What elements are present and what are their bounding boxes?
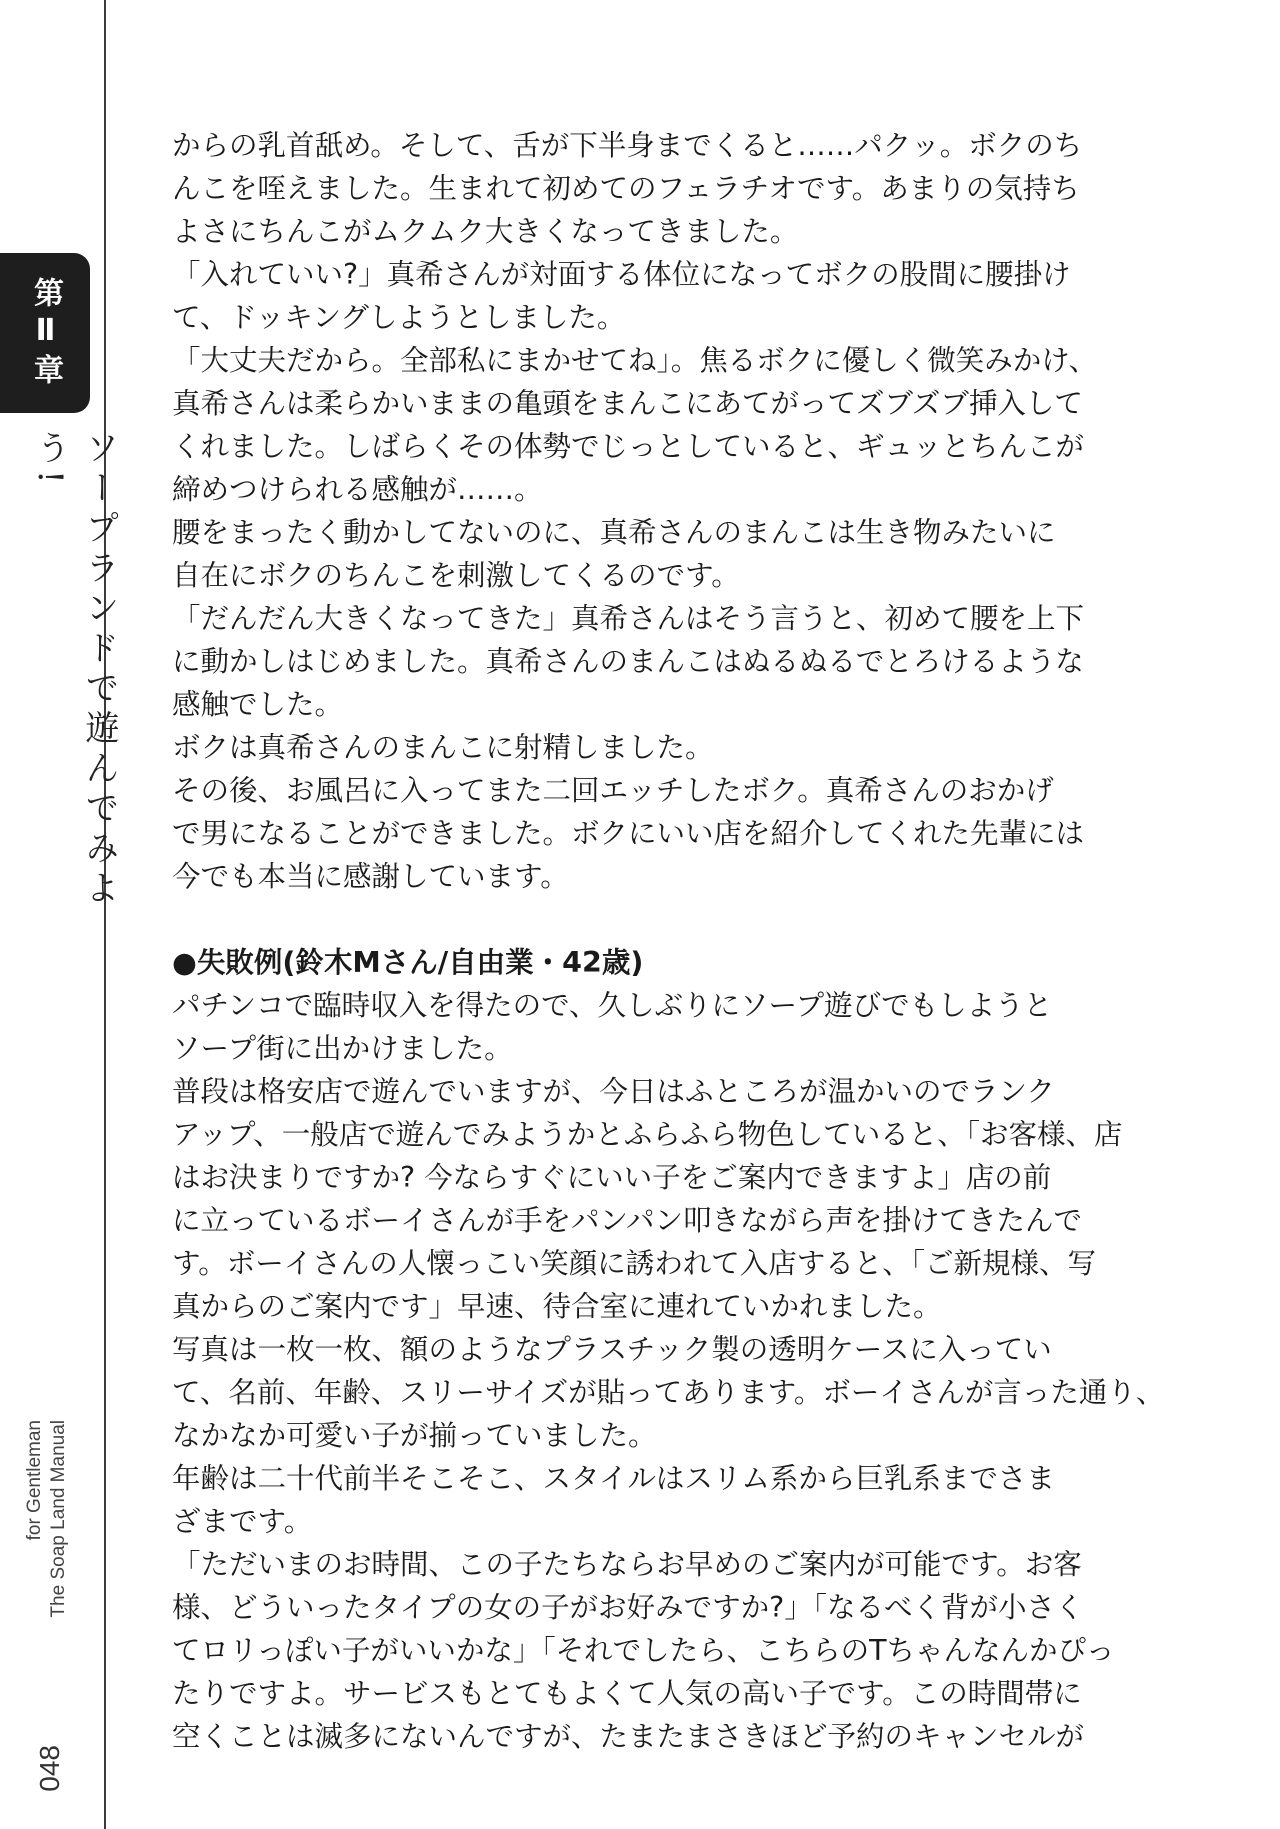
body-text xyxy=(172,124,1204,1758)
text-line: 今でも本当に感謝しています。 xyxy=(172,860,569,893)
text-line: に立っているボーイさんが手をパンパン叩きながら声を掛けてきたんで xyxy=(172,1204,1083,1237)
text-line: て、ドッキングしようとしました。 xyxy=(172,301,626,334)
book-title-line2: for Gentleman xyxy=(24,1420,45,1541)
text-line: その後、お風呂に入ってまた二回エッチしたボク。真希さんのおかげ xyxy=(172,774,1054,807)
section-heading: ●失敗例(鈴木Mさん/自由業・42歳) xyxy=(172,946,644,979)
text-line: てロリっぽい子がいいかな」「それでしたら、こちらのTちゃんなんかぴっ xyxy=(172,1634,1115,1667)
text-line: 真希さんは柔らかいままの亀頭をまんこにあてがってズブズブ挿入して xyxy=(172,387,1083,420)
text-line: からの乳首舐め。そして、舌が下半身までくると……パクッ。ボクのち xyxy=(172,129,1083,162)
text-line: アップ、一般店で遊んでみようかとふらふら物色していると、「お客様、店 xyxy=(172,1118,1123,1151)
text-line: に動かしはじめました。真希さんのまんこはぬるぬるでとろけるような xyxy=(172,645,1084,678)
chapter-tab-label: 第Ⅱ章 xyxy=(28,276,63,390)
text-line: 腰をまったく動かしてないのに、真希さんのまんこは生き物みたいに xyxy=(172,516,1056,549)
book-title-line1: The Soap Land Manual xyxy=(48,1420,69,1618)
page-number: 048 xyxy=(34,1745,65,1792)
text-line: で男になることができました。ボクにいい店を紹介してくれた先輩には xyxy=(172,817,1085,850)
text-line: 普段は格安店で遊んでいますが、今日はふところが温かいのでランク xyxy=(172,1075,1055,1108)
text-line: 写真は一枚一枚、額のようなプラスチック製の透明ケースに入ってい xyxy=(172,1333,1052,1366)
text-line: 自在にボクのちんこを刺激してくるのです。 xyxy=(172,559,740,592)
text-line: パチンコで臨時収入を得たので、久しぶりにソープ遊びでもしようと xyxy=(172,989,1053,1022)
text-line: ソープ街に出かけました。 xyxy=(172,1032,513,1065)
text-line: ボクは真希さんのまんこに射精しました。 xyxy=(172,731,714,764)
text-line: 「ただいまのお時間、この子たちならお早めのご案内が可能です。お客 xyxy=(172,1548,1082,1581)
chapter-title: ソープランドで遊んでみよう! xyxy=(30,430,119,910)
text-line: ざまです。 xyxy=(172,1505,313,1538)
text-line: 様、どういったタイプの女の子がお好みですか?」「なるべく背が小さく xyxy=(172,1591,1084,1624)
text-line: 空くことは滅多にないんですが、たまたまさきほど予約のキャンセルが xyxy=(172,1720,1085,1753)
paragraph-gap xyxy=(172,898,1204,941)
text-line: 年齢は二十代前半そこそこ、スタイルはスリム系から巨乳系までさま xyxy=(172,1462,1055,1495)
text-line: 「大丈夫だから。全部私にまかせてね」。焦るボクに優しく微笑みかけ、 xyxy=(172,344,1098,377)
text-line: す。ボーイさんの人懐っこい笑顔に誘われて入店すると、「ご新規様、写 xyxy=(172,1247,1096,1280)
text-line: 「入れていい?」真希さんが対面する体位になってボクの股間に腰掛け xyxy=(172,258,1071,291)
text-line: くれました。しばらくその体勢でじっとしていると、ギュッとちんこが xyxy=(172,430,1085,463)
text-line: んこを咥えました。生まれて初めてのフェラチオです。あまりの気持ち xyxy=(172,172,1080,205)
text-line: 締めつけられる感触が……。 xyxy=(172,473,543,506)
chapter-tab xyxy=(0,253,90,413)
book-title xyxy=(14,1420,84,1740)
text-line: て、名前、年齢、スリーサイズが貼ってあります。ボーイさんが言った通り、 xyxy=(172,1376,1165,1409)
text-line: はお決まりですか? 今ならすぐにいい子をご案内できますよ」店の前 xyxy=(172,1161,1052,1194)
text-line: 真からのご案内です」早速、待合室に連れていかれました。 xyxy=(172,1290,942,1323)
text-line: たりですよ。サービスもとてもよくて人気の高い子です。この時間帯に xyxy=(172,1677,1082,1710)
text-line: よさにちんこがムクムク大きくなってきました。 xyxy=(172,215,799,248)
text-line: 「だんだん大きくなってきた」真希さんはそう言うと、初めて腰を上下 xyxy=(172,602,1085,635)
text-line: 感触でした。 xyxy=(172,688,344,721)
text-line: なかなか可愛い子が揃っていました。 xyxy=(172,1419,657,1452)
